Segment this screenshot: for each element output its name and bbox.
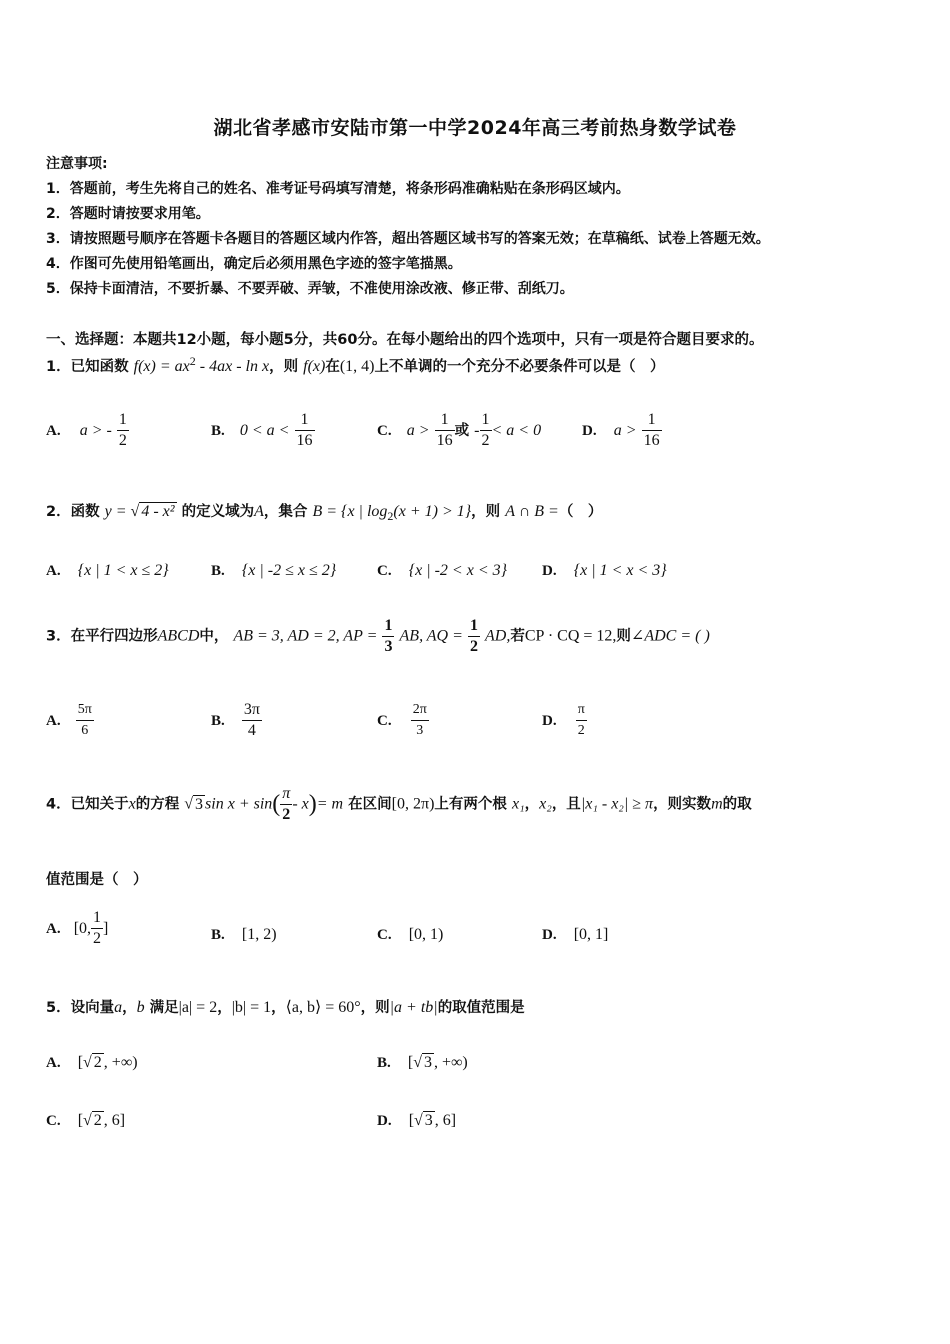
q4-fraction: $\frac{\pi}{2}$	[282, 785, 291, 823]
option-fraction: $\frac{1}{2}$	[118, 411, 127, 449]
option-bracket: [	[407, 1054, 414, 1071]
q4-rhs: = m	[316, 795, 344, 813]
option-fraction: $\frac{1}{2}$	[481, 411, 490, 449]
option-fraction: $\frac{1}{2}$	[93, 909, 102, 947]
option-radicand: 2	[93, 1054, 102, 1071]
q4-x1: x₁	[511, 795, 525, 813]
option-label: B.	[377, 1055, 391, 1071]
option-label: A.	[46, 921, 61, 937]
option-expr: , +∞)	[103, 1054, 138, 1071]
option-label: A.	[46, 713, 61, 729]
q3-given: AB = 3, AD = 2, AP =	[233, 627, 378, 645]
q2-mid: 的定义域为	[181, 504, 255, 520]
question-1	[46, 354, 665, 376]
option-expr: a >	[613, 422, 637, 439]
option-expr: a > -	[79, 422, 112, 439]
q1-prefix: 1．已知函数	[46, 358, 129, 375]
option-radicand: 3	[424, 1112, 433, 1129]
option-label: C.	[46, 1113, 61, 1129]
option-expr: a >	[406, 422, 430, 439]
option-expr: {x | -2 ≤ x ≤ 2}	[241, 562, 337, 579]
option-label: A.	[46, 423, 61, 439]
q5-vector-b: b	[136, 999, 145, 1016]
q2-prefix: 2．函数	[46, 504, 100, 520]
notice-heading: 注意事项:	[46, 156, 108, 172]
q3-option-a[interactable]	[46, 700, 94, 741]
option-label: C.	[377, 423, 392, 439]
q5-tail: 的取值范围是	[437, 1000, 525, 1016]
q5-then: ，则	[360, 1000, 390, 1016]
q4-interval: [0, 2π)	[391, 795, 435, 813]
option-fraction: $\frac{5\pi}{6}$	[77, 702, 92, 738]
q1-exponent: 2	[189, 354, 196, 368]
q2-option-c[interactable]	[377, 560, 507, 580]
q5-option-a[interactable]: A. [√ 2 , +∞)	[46, 1054, 138, 1071]
q1-function-ref: f(x)	[303, 357, 326, 375]
q5-expression: |a + tb|	[389, 999, 438, 1016]
q1-tail: 上不单调的一个充分不必要条件可以是（ ）	[374, 358, 665, 375]
option-label: D.	[542, 713, 557, 729]
option-expr: [0, 1)	[408, 926, 444, 943]
q5-condition-3: ⟨a, b⟩ = 60°	[285, 999, 361, 1016]
option-label: A.	[46, 563, 61, 579]
option-expr: [0, 1]	[573, 926, 609, 943]
notice-item: 1．答题前，考生先将自己的姓名、准考证号码填写清楚，将条形码准确粘贴在条形码区域内。	[46, 181, 630, 197]
q3-mid: 中，	[199, 628, 229, 645]
q1-option-a[interactable]	[46, 410, 129, 451]
option-label: D.	[542, 927, 557, 943]
option-expr: [0,	[73, 920, 92, 937]
question-3	[46, 616, 710, 657]
option-expr: -	[474, 422, 480, 439]
option-expr: {x | 1 < x ≤ 2}	[77, 562, 169, 579]
option-label: C.	[377, 927, 392, 943]
q2-set-b: B = {x | log	[312, 503, 388, 520]
q4-and: ，且	[551, 796, 581, 813]
section-heading: 一、选择题：本题共12小题，每小题5分，共60分。在每小题给出的四个选项中，只有一项是符合题目要求的。	[46, 332, 764, 348]
option-expr: , 6]	[103, 1112, 126, 1129]
option-bracket: [	[408, 1112, 415, 1129]
q5-vector-a: a	[114, 999, 123, 1016]
page-title: 湖北省孝感市安陆市第一中学2024年高三考前热身数学试卷	[213, 117, 737, 139]
q3-if: 若	[510, 628, 525, 645]
q3-angle: ∠ADC = ( )	[630, 627, 710, 645]
q4-condition: |x₁ - x₂| ≥ π	[580, 795, 654, 813]
option-expr: , +∞)	[433, 1054, 468, 1071]
q4-roots: 上有两个根	[434, 796, 507, 813]
q1-option-d[interactable]	[582, 410, 662, 451]
option-or: 或	[454, 423, 470, 439]
option-label: B.	[211, 423, 225, 439]
q1-interval: (1, 4)	[339, 357, 375, 375]
option-label: C.	[377, 563, 392, 579]
option-label: D.	[377, 1113, 392, 1129]
q2-log-base: 2	[387, 508, 394, 523]
q2-option-a[interactable]	[46, 560, 169, 580]
question-2	[46, 500, 602, 524]
option-expr: , 6]	[434, 1112, 457, 1129]
q4-x2: x₂	[539, 795, 552, 813]
option-label: A.	[46, 1055, 61, 1071]
q4-option-d[interactable]	[542, 924, 608, 944]
q4-tail: 的取	[722, 796, 752, 813]
q3-given-2: AB, AQ =	[399, 627, 463, 645]
option-fraction: $\frac{\pi}{2}$	[577, 702, 585, 738]
q4-m: m	[711, 795, 723, 813]
q3-given-3: AD,	[485, 627, 511, 645]
option-expr: 0 < a <	[239, 422, 290, 439]
option-radicand: 2	[93, 1112, 102, 1129]
option-bracket: [	[77, 1054, 84, 1071]
q1-in: 在	[325, 358, 340, 375]
q2-set-text: ，集合	[263, 504, 308, 520]
q2-option-d[interactable]	[542, 560, 667, 580]
option-fraction: $\frac{3\pi}{4}$	[243, 701, 260, 739]
q3-fraction-2: $\frac{1}{2}$	[469, 617, 478, 655]
q3-option-d[interactable]	[542, 700, 587, 741]
q2-tail: ，则	[471, 504, 501, 520]
option-fraction: $\frac{2\pi}{3}$	[412, 702, 427, 738]
q2-set-b-rest: (x + 1) > 1}	[393, 503, 472, 520]
q4-sqrt: 3	[195, 795, 204, 813]
option-fraction: $\frac{1}{16}$	[436, 411, 453, 449]
q4-then: ，则实数	[653, 796, 712, 813]
option-label: D.	[542, 563, 557, 579]
q4-option-a[interactable]	[46, 908, 108, 949]
q5-option-b[interactable]: B. [√ 3 , +∞)	[377, 1054, 468, 1071]
q2-radicand: 4 - x²	[141, 503, 175, 520]
option-label: B.	[211, 927, 225, 943]
q2-option-b[interactable]	[211, 560, 336, 580]
q3-fraction-1: $\frac{1}{3}$	[384, 617, 393, 655]
q1-then: ，则	[269, 358, 299, 375]
q1-option-b[interactable]	[211, 410, 315, 451]
q4-option-b[interactable]	[211, 924, 277, 944]
option-expr: {x | 1 < x < 3}	[573, 562, 667, 579]
option-expr: {x | -2 < x < 3}	[408, 562, 508, 579]
q4-var: x	[128, 795, 136, 813]
option-expr: [1, 2)	[241, 926, 277, 943]
q3-then: 则	[616, 628, 631, 645]
q1-function: f(x) = ax	[133, 357, 190, 375]
q3-option-b[interactable]	[211, 700, 262, 741]
question-5: 5．设向量a，b 满足|a| = 2，|b| = 1，⟨a, b⟩ = 60°，则|a + tb|的取值范围是	[46, 999, 525, 1016]
option-fraction: $\frac{1}{16}$	[296, 411, 313, 449]
q2-intersection: A ∩ B =	[505, 503, 559, 520]
q3-option-c[interactable]	[377, 700, 429, 741]
q4-in: 在区间	[348, 796, 392, 813]
q5-option-c[interactable]: C. [√ 2 , 6]	[46, 1112, 126, 1129]
q4-option-c[interactable]	[377, 924, 443, 944]
q2-paren: （ ）	[558, 504, 603, 520]
question-4: 4．已知关于x的方程 √ 3 sin x + sin( $\frac{\pi}{2}$ - x)= m 在区间[0, 2π)上有两个根 x₁，x₂，且|x₁ - x₂| ≥ π，则实数m的取	[46, 785, 752, 823]
q2-set-a: A	[254, 503, 264, 520]
q4-prefix: 4．已知关于	[46, 796, 129, 813]
q3-shape: ABCD	[157, 627, 200, 645]
option-expr: < a < 0	[491, 422, 542, 439]
q4-lhs: sin x + sin	[205, 795, 273, 813]
option-label: B.	[211, 563, 225, 579]
q1-function-rest: - 4ax - ln x	[195, 357, 270, 375]
q1-option-c[interactable]	[377, 410, 541, 451]
option-fraction: $\frac{1}{16}$	[643, 411, 660, 449]
q5-condition-1: |a| = 2	[178, 999, 218, 1016]
q5-option-d[interactable]: D. [√ 3 , 6]	[377, 1112, 457, 1129]
q5-satisfy: 满足	[149, 1000, 179, 1016]
q2-function: y = √	[104, 503, 140, 520]
notice-item: 3．请按照题号顺序在答题卡各题目的答题区域内作答，超出答题区域书写的答案无效；在草稿纸、试卷上答题无效。	[46, 231, 770, 247]
notice-item: 2．答题时请按要求用笔。	[46, 206, 210, 222]
option-label: C.	[377, 713, 392, 729]
notice-item: 4．作图可先使用铅笔画出，确定后必须用黑色字迹的签字笔描黑。	[46, 256, 462, 272]
option-radicand: 3	[423, 1054, 432, 1071]
option-expr-close: ]	[103, 920, 109, 937]
option-label: D.	[582, 423, 597, 439]
option-label: B.	[211, 713, 225, 729]
q4-minus-x: - x	[292, 795, 309, 813]
option-bracket: [	[77, 1112, 84, 1129]
q4-eq: 的方程	[135, 796, 180, 813]
q5-prefix: 5．设向量	[46, 1000, 115, 1016]
q3-condition: CP · CQ = 12,	[524, 627, 617, 645]
q5-condition-2: |b| = 1	[231, 999, 272, 1016]
q3-prefix: 3．在平行四边形	[46, 628, 158, 645]
question-4-line-2: 值范围是（ ）	[46, 872, 148, 888]
notice-item: 5．保持卡面清洁，不要折暴、不要弄破、弄皱，不准使用涂改液、修正带、刮纸刀。	[46, 281, 574, 297]
